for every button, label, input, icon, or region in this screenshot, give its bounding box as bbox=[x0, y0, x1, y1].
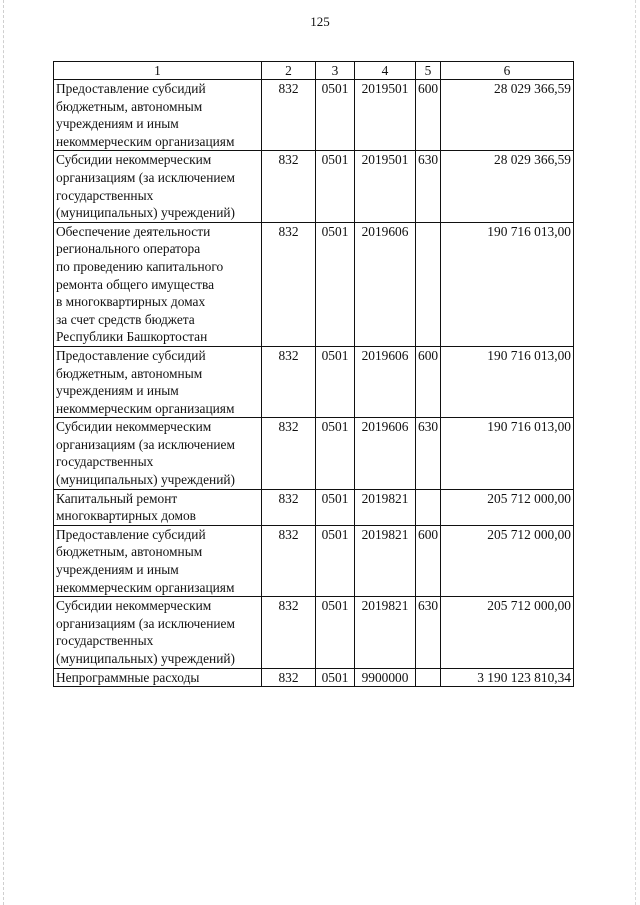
cell-name-line: в многоквартирных домах bbox=[56, 294, 206, 310]
cell-name-line: за счет средств бюджета bbox=[56, 311, 195, 327]
cell-name-line: организациям (за исключением bbox=[56, 615, 235, 631]
cell-article: 2019821 bbox=[355, 597, 416, 668]
scan-edge-right bbox=[635, 0, 636, 905]
cell-name-line: Капитальный ремонт bbox=[56, 490, 178, 506]
cell-name-line: некоммерческим организациям bbox=[56, 579, 235, 595]
cell-type bbox=[416, 668, 441, 687]
cell-type: 630 bbox=[416, 151, 441, 222]
cell-article: 2019606 bbox=[355, 222, 416, 346]
table-row bbox=[54, 80, 574, 151]
cell-name bbox=[54, 222, 262, 346]
cell-name-line: учреждениям и иным bbox=[56, 116, 179, 132]
cell-name-line: Предоставление субсидий bbox=[56, 347, 206, 363]
cell-name-line: бюджетным, автономным bbox=[56, 365, 203, 381]
cell-article: 2019821 bbox=[355, 525, 416, 596]
cell-name-line: регионального оператора bbox=[56, 241, 201, 257]
cell-name bbox=[54, 151, 262, 222]
cell-section: 0501 bbox=[316, 346, 355, 417]
table-row bbox=[54, 597, 574, 668]
table-body bbox=[54, 80, 574, 687]
cell-amount: 205 712 000,00 bbox=[441, 597, 574, 668]
header-row bbox=[54, 62, 574, 80]
cell-name-line: Субсидии некоммерческим bbox=[56, 598, 212, 614]
header-cell-section: 3 bbox=[316, 62, 355, 80]
cell-section: 0501 bbox=[316, 668, 355, 687]
cell-name-line: ремонта общего имущества bbox=[56, 276, 215, 292]
cell-name-line: учреждениям и иным bbox=[56, 562, 179, 578]
cell-name-line: Обеспечение деятельности bbox=[56, 223, 211, 239]
table-row bbox=[54, 525, 574, 596]
cell-type: 630 bbox=[416, 418, 441, 489]
cell-name-line: организациям (за исключением bbox=[56, 436, 235, 452]
table-row bbox=[54, 489, 574, 525]
cell-name bbox=[54, 418, 262, 489]
table-row bbox=[54, 668, 574, 687]
cell-name-line: многоквартирных домов bbox=[56, 508, 196, 524]
cell-code: 832 bbox=[262, 346, 316, 417]
cell-code: 832 bbox=[262, 151, 316, 222]
cell-section: 0501 bbox=[316, 222, 355, 346]
cell-section: 0501 bbox=[316, 489, 355, 525]
cell-code: 832 bbox=[262, 80, 316, 151]
cell-name-line: Субсидии некоммерческим bbox=[56, 419, 212, 435]
cell-amount: 3 190 123 810,34 bbox=[441, 668, 574, 687]
table-row bbox=[54, 346, 574, 417]
cell-name-line: Предоставление субсидий bbox=[56, 81, 206, 96]
cell-amount: 190 716 013,00 bbox=[441, 222, 574, 346]
cell-type bbox=[416, 222, 441, 346]
budget-table bbox=[53, 61, 574, 687]
header-cell-article: 4 bbox=[355, 62, 416, 80]
cell-article: 9900000 bbox=[355, 668, 416, 687]
cell-section: 0501 bbox=[316, 80, 355, 151]
cell-amount: 205 712 000,00 bbox=[441, 525, 574, 596]
cell-name bbox=[54, 489, 262, 525]
cell-name-line: Республики Башкортостан bbox=[56, 329, 208, 345]
cell-section: 0501 bbox=[316, 597, 355, 668]
cell-name-line: Предоставление субсидий bbox=[56, 526, 206, 542]
cell-section: 0501 bbox=[316, 151, 355, 222]
cell-code: 832 bbox=[262, 525, 316, 596]
table-row bbox=[54, 418, 574, 489]
scan-edge-left bbox=[3, 0, 4, 905]
cell-code: 832 bbox=[262, 668, 316, 687]
cell-name-line: (муниципальных) учреждений) bbox=[56, 205, 236, 221]
cell-name-line: организациям (за исключением bbox=[56, 169, 235, 185]
cell-name-line: Непрограммные расходы bbox=[56, 669, 200, 685]
cell-type: 630 bbox=[416, 597, 441, 668]
cell-name-line: государственных bbox=[56, 633, 154, 649]
header-cell-code: 2 bbox=[262, 62, 316, 80]
cell-code: 832 bbox=[262, 418, 316, 489]
cell-name-line: государственных bbox=[56, 454, 154, 470]
cell-name-line: (муниципальных) учреждений) bbox=[56, 472, 236, 488]
cell-name bbox=[54, 668, 262, 687]
cell-name bbox=[54, 346, 262, 417]
cell-name-line: государственных bbox=[56, 187, 154, 203]
cell-type: 600 bbox=[416, 525, 441, 596]
cell-article: 2019501 bbox=[355, 151, 416, 222]
cell-type: 600 bbox=[416, 80, 441, 151]
cell-amount: 28 029 366,59 bbox=[441, 80, 574, 151]
cell-name-line: по проведению капитального bbox=[56, 258, 224, 274]
cell-amount: 190 716 013,00 bbox=[441, 346, 574, 417]
cell-name bbox=[54, 80, 262, 151]
table-row bbox=[54, 151, 574, 222]
cell-article: 2019501 bbox=[355, 80, 416, 151]
cell-name-line: некоммерческим организациям bbox=[56, 133, 235, 149]
header-cell-type: 5 bbox=[416, 62, 441, 80]
cell-code: 832 bbox=[262, 489, 316, 525]
cell-name-line: некоммерческим организациям bbox=[56, 400, 235, 416]
cell-article: 2019606 bbox=[355, 346, 416, 417]
cell-name-line: бюджетным, автономным bbox=[56, 98, 203, 114]
cell-amount: 190 716 013,00 bbox=[441, 418, 574, 489]
cell-section: 0501 bbox=[316, 525, 355, 596]
cell-code: 832 bbox=[262, 597, 316, 668]
cell-article: 2019821 bbox=[355, 489, 416, 525]
cell-section: 0501 bbox=[316, 418, 355, 489]
cell-type: 600 bbox=[416, 346, 441, 417]
cell-name-line: учреждениям и иным bbox=[56, 383, 179, 399]
cell-name-line: бюджетным, автономным bbox=[56, 544, 203, 560]
cell-name bbox=[54, 525, 262, 596]
cell-amount: 205 712 000,00 bbox=[441, 489, 574, 525]
cell-name bbox=[54, 597, 262, 668]
cell-article: 2019606 bbox=[355, 418, 416, 489]
header-cell-amount: 6 bbox=[441, 62, 574, 80]
cell-name-line: Субсидии некоммерческим bbox=[56, 152, 212, 168]
cell-code: 832 bbox=[262, 222, 316, 346]
cell-amount: 28 029 366,59 bbox=[441, 151, 574, 222]
cell-type bbox=[416, 489, 441, 525]
table-row bbox=[54, 222, 574, 346]
page-number: 125 bbox=[310, 14, 330, 29]
cell-name-line: (муниципальных) учреждений) bbox=[56, 651, 236, 666]
header-cell-name: 1 bbox=[54, 62, 262, 80]
